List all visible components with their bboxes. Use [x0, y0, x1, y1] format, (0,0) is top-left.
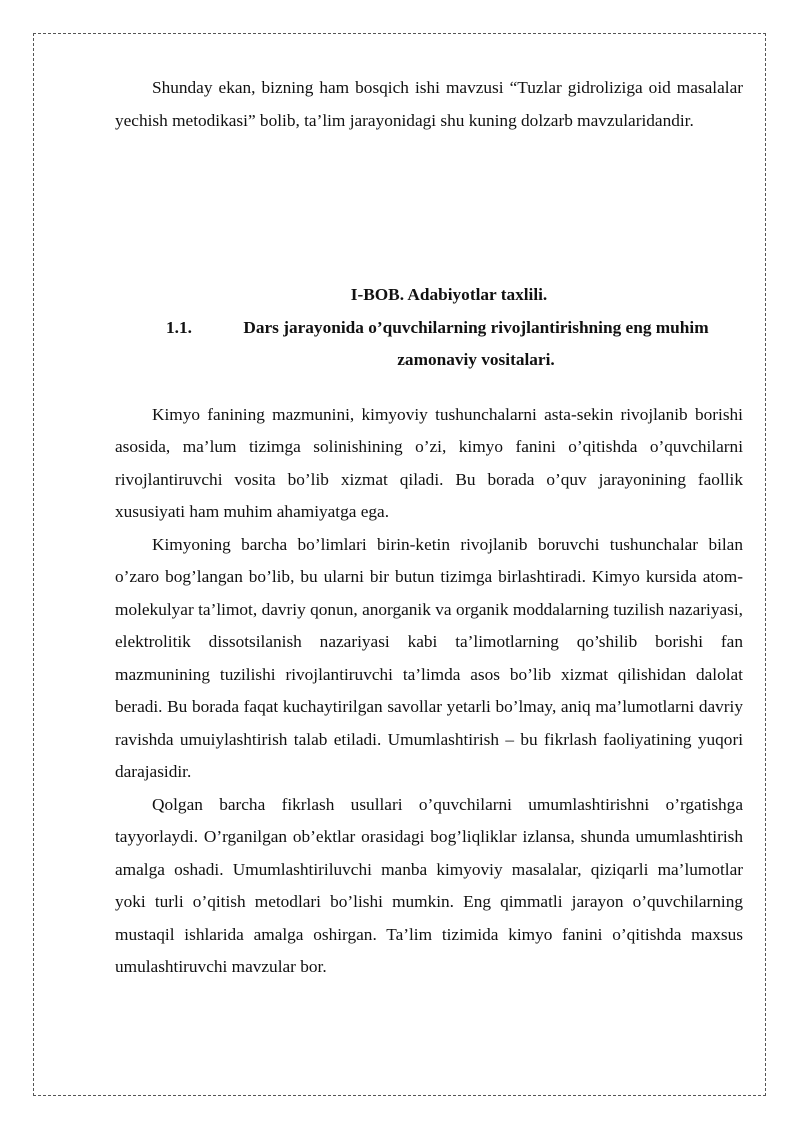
- spacer: [115, 137, 743, 279]
- paragraph-3: Qolgan barcha fikrlash usullari o’quvchilarni umumlashtirishni o’rgatishga tayyorlaydi. O’rganilgan ob’ektlar orasidagi bog’liqliklar izlansa, shunda umumlashtirish amalga oshadi. Umumlashtiriluvchi manba kimyoviy masalalar, qiziqarli ma’lumotlar yoki turli o’qitish metodlari bo’lishi mumkin. Eng qimmatli jarayon o’quvchilarning mustaqil ishlarida amalga oshirgan. Ta’lim tizimida kimyo fanini o’qitishda maxsus umulashtiruvchi mavzular bor.: [115, 794, 743, 976]
- section-heading: [115, 312, 743, 377]
- document-body: [115, 72, 743, 984]
- paragraph-2: Kimyoning barcha bo’limlari birin-ketin rivojlanib boruvchi tushunchalar bilan o’zaro bog’langan bo’lib, bu ularni bir butun tizimga birlashtiradi. Kimyo kursida atom-molekulyar ta’limot, davriy qonun, anorganik va organik moddalarning tuzilish nazariyasi, elektrolitik dissotsilanish nazariyasi kabi ta’limotlarning qo’shilib borishi fan mazmunining tuzilishi rivojlantiruvchi ta’limda asos bo’lib xizmat qilishidan dalolat beradi. Bu borada faqat kuchaytirilgan savollar yetarli bo’lmay, aniq ma’lumotlarni davriy ravishda umuiylashtirish talab etiladi. Umumlashtirish – bu fikrlash faoliyatining yuqori darajasidir.: [115, 534, 743, 781]
- section-title: Dars jarayonida o’quvchilarning rivojlantirishning eng muhim zamonaviy vositalari.: [243, 317, 709, 369]
- chapter-title: I-BOB. Adabiyotlar taxlili.: [350, 285, 548, 304]
- section-number: 1.1.: [166, 317, 192, 337]
- intro-paragraph: Shunday ekan, bizning ham bosqich ishi mavzusi “Tuzlar gidroliziga oid masalalar yechish metodikasi” bolib, ta’lim jarayonidagi shu kuning dolzarb mavzularidandir.: [115, 78, 743, 130]
- spacer: [115, 377, 743, 399]
- paragraph-1: Kimyo fanining mazmunini, kimyoviy tushunchalarni asta-sekin rivojlanib borishi asosida, ma’lum tizimga solinishining o’zi, kimyo fanini o’qitishda o’quvchilarni rivojlantiruvchi vosita bo’lib xizmat qiladi. Bu borada o’quv jarayonining faollik xususiyati ham muhim ahamiyatga ega.: [115, 404, 743, 521]
